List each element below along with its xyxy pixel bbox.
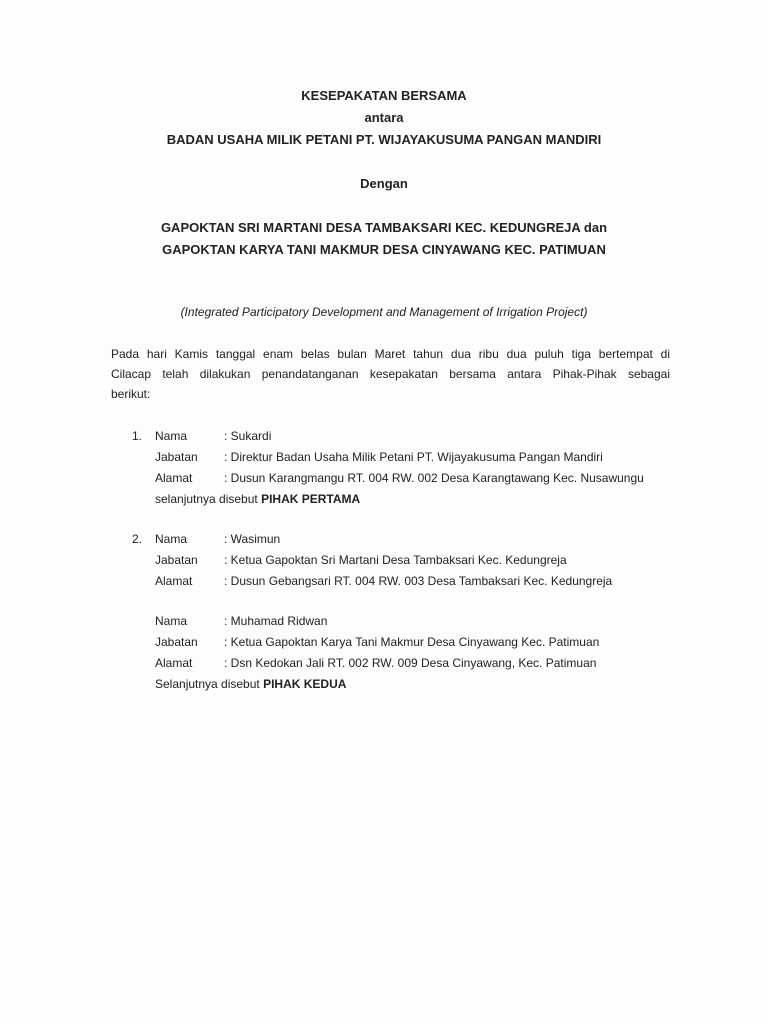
party1-jabatan-value: : Direktur Badan Usaha Milik Petani PT. Wijayakusuma Pangan Mandiri <box>224 450 603 464</box>
party2-nama-label: Nama <box>155 532 188 546</box>
party2-alamat-value: : Dusun Gebangsari RT. 004 RW. 003 Desa Tambaksari Kec. Kedungreja <box>224 574 613 588</box>
party3-alamat-value: : Dsn Kedokan Jali RT. 002 RW. 009 Desa Cinyawang, Kec. Patimuan <box>224 656 597 670</box>
party1-reference <box>155 489 360 509</box>
party2-jabatan-label: Jabatan <box>155 553 198 567</box>
intro-line: Pada hari Kamis tanggal enam belas bulan Maret tahun dua ribu dua puluh tiga bertempat di <box>111 347 670 361</box>
first-party-org: BADAN USAHA MILIK PETANI PT. WIJAYAKUSUMA PANGAN MANDIRI <box>166 132 602 147</box>
party1-ref-prefix: selanjutnya disebut <box>155 492 262 506</box>
party3-ref-name: PIHAK KEDUA <box>263 677 347 691</box>
party3-jabatan-value: : Ketua Gapoktan Karya Tani Makmur Desa Cinyawang Kec. Patimuan <box>224 635 600 649</box>
party2-nama-value: : Wasimun <box>224 532 281 546</box>
intro-line: Cilacap telah dilakukan penandatanganan kesepakatan bersama antara Pihak-Pihak sebagai <box>111 367 670 381</box>
party1-nama-label: Nama <box>155 429 188 443</box>
intro-line: berikut: <box>111 387 151 401</box>
intro-paragraph <box>111 344 670 404</box>
party2-number: 2. <box>132 532 143 546</box>
party3-nama-label: Nama <box>155 614 188 628</box>
party3-ref-prefix: Selanjutnya disebut <box>155 677 264 691</box>
second-party-org-line2: GAPOKTAN KARYA TANI MAKMUR DESA CINYAWANG KEC. PATIMUAN <box>162 242 606 257</box>
party3-jabatan-label: Jabatan <box>155 635 198 649</box>
party2-jabatan-value: : Ketua Gapoktan Sri Martani Desa Tambaksari Kec. Kedungreja <box>224 553 567 567</box>
party2-alamat-label: Alamat <box>155 574 193 588</box>
party1-alamat-value: : Dusun Karangmangu RT. 004 RW. 002 Desa Karangtawang Kec. Nusawungu <box>224 471 644 485</box>
project-subtitle: (Integrated Participatory Development and Management of Irrigation Project) <box>180 305 588 319</box>
party1-ref-name: PIHAK PERTAMA <box>261 492 361 506</box>
title-conjunction-antara: antara <box>364 110 404 125</box>
second-party-org-line1: GAPOKTAN SRI MARTANI DESA TAMBAKSARI KEC. KEDUNGREJA dan <box>160 220 608 235</box>
party3-alamat-label: Alamat <box>155 656 193 670</box>
party1-number: 1. <box>132 429 143 443</box>
party1-alamat-label: Alamat <box>155 471 193 485</box>
party1-jabatan-label: Jabatan <box>155 450 198 464</box>
party3-reference <box>155 674 346 694</box>
party3-nama-value: : Muhamad Ridwan <box>224 614 328 628</box>
document-title: KESEPAKATAN BERSAMA <box>301 88 467 103</box>
party1-nama-value: : Sukardi <box>224 429 272 443</box>
title-conjunction-dengan: Dengan <box>360 176 408 191</box>
